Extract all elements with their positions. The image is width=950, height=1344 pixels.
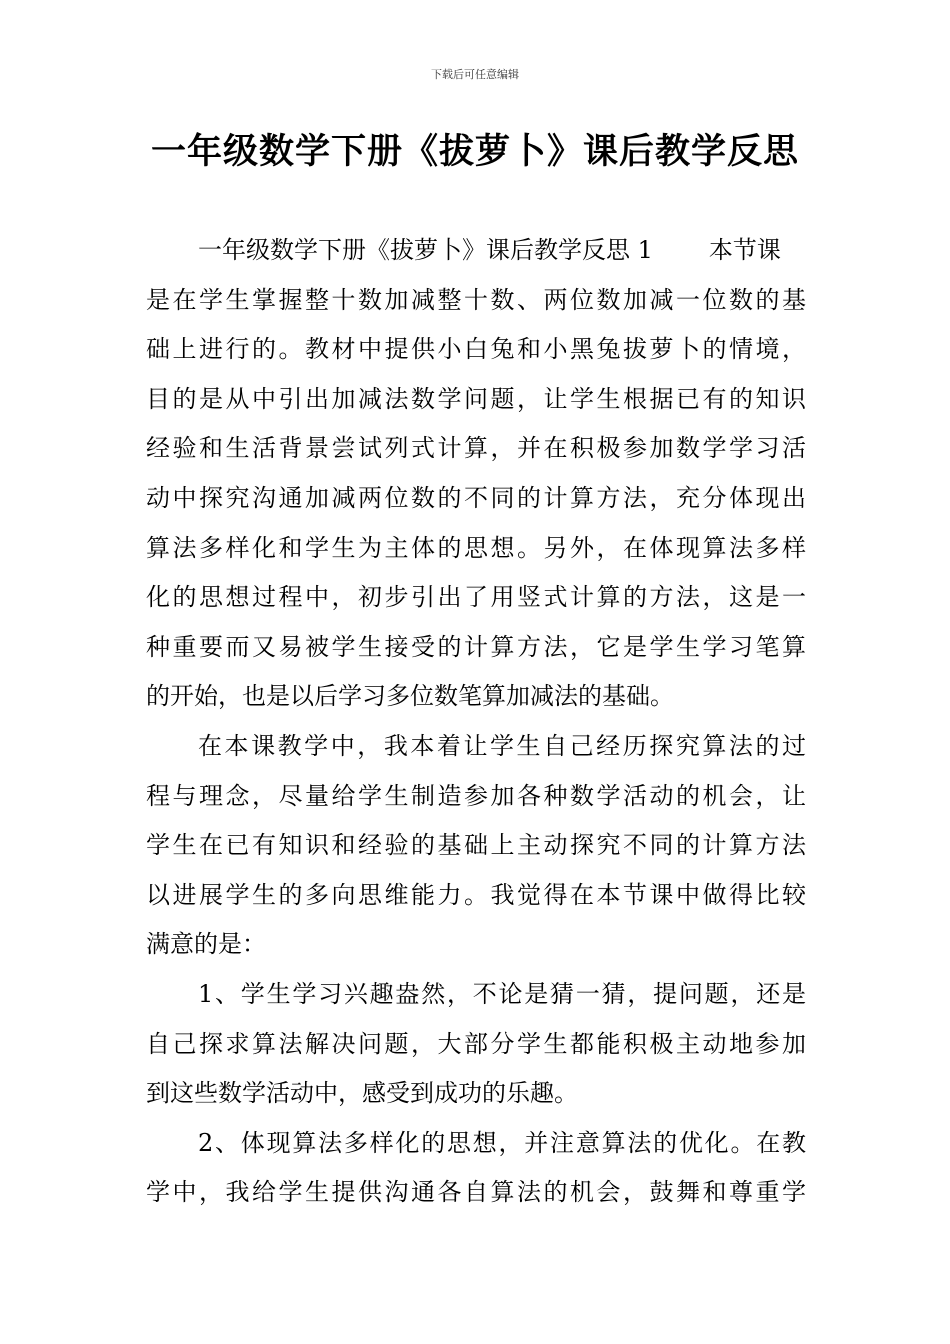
paragraph-line: 动中探究沟通加减两位数的不同的计算方法，充分体现出: [146, 483, 806, 512]
paragraph-line: 目的是从中引出加减法数学问题，让学生根据已有的知识: [146, 384, 806, 413]
subheading-text: 一年级数学下册《拔萝卜》课后教学反思 1: [198, 236, 653, 264]
paragraph-line: 的开始，也是以后学习多位数笔算加减法的基础。: [146, 682, 674, 711]
paragraph-line: 算法多样化和学生为主体的思想。另外，在体现算法多样: [146, 533, 806, 562]
paragraph-line: 在本课教学中，我本着让学生自己经历探究算法的过: [198, 731, 806, 760]
paragraph-line: 是在学生掌握整十数加减整十数、两位数加减一位数的基: [146, 285, 806, 314]
paragraph-line: 2、体现算法多样化的思想，并注意算法的优化。在教: [198, 1128, 806, 1157]
paragraph-line: 学生在已有知识和经验的基础上主动探究不同的计算方法: [146, 831, 806, 860]
paragraph-line: 化的思想过程中，初步引出了用竖式计算的方法，这是一: [146, 583, 806, 612]
paragraph-line: 到这些数学活动中，感受到成功的乐趣。: [146, 1079, 578, 1108]
paragraph-line: 自己探求算法解决问题，大部分学生都能积极主动地参加: [146, 1029, 806, 1058]
paragraph-line: 程与理念，尽量给学生制造参加各种数学活动的机会，让: [146, 781, 806, 810]
paragraph-text: 本节课: [708, 236, 781, 264]
document-title: 一年级数学下册《拔萝卜》课后教学反思: [150, 132, 799, 172]
paragraph-line: 以进展学生的多向思维能力。我觉得在本节课中做得比较: [146, 880, 806, 909]
paragraph-line: 1、学生学习兴趣盎然，不论是猜一猜，提问题，还是: [198, 979, 806, 1008]
paragraph-line: 满意的是：: [146, 930, 266, 959]
paragraph-line: 础上进行的。教材中提供小白兔和小黑兔拔萝卜的情境，: [146, 335, 806, 364]
paragraph-line: 经验和生活背景尝试列式计算，并在积极参加数学学习活: [146, 434, 806, 463]
paragraph-line: 种重要而又易被学生接受的计算方法，它是学生学习笔算: [146, 632, 806, 661]
header-note: 下载后可任意编辑: [431, 68, 519, 81]
paragraph-line: 学中，我给学生提供沟通各自算法的机会，鼓舞和尊重学: [146, 1178, 806, 1207]
paragraph-line: [146, 226, 806, 276]
document-body: [146, 226, 806, 1218]
